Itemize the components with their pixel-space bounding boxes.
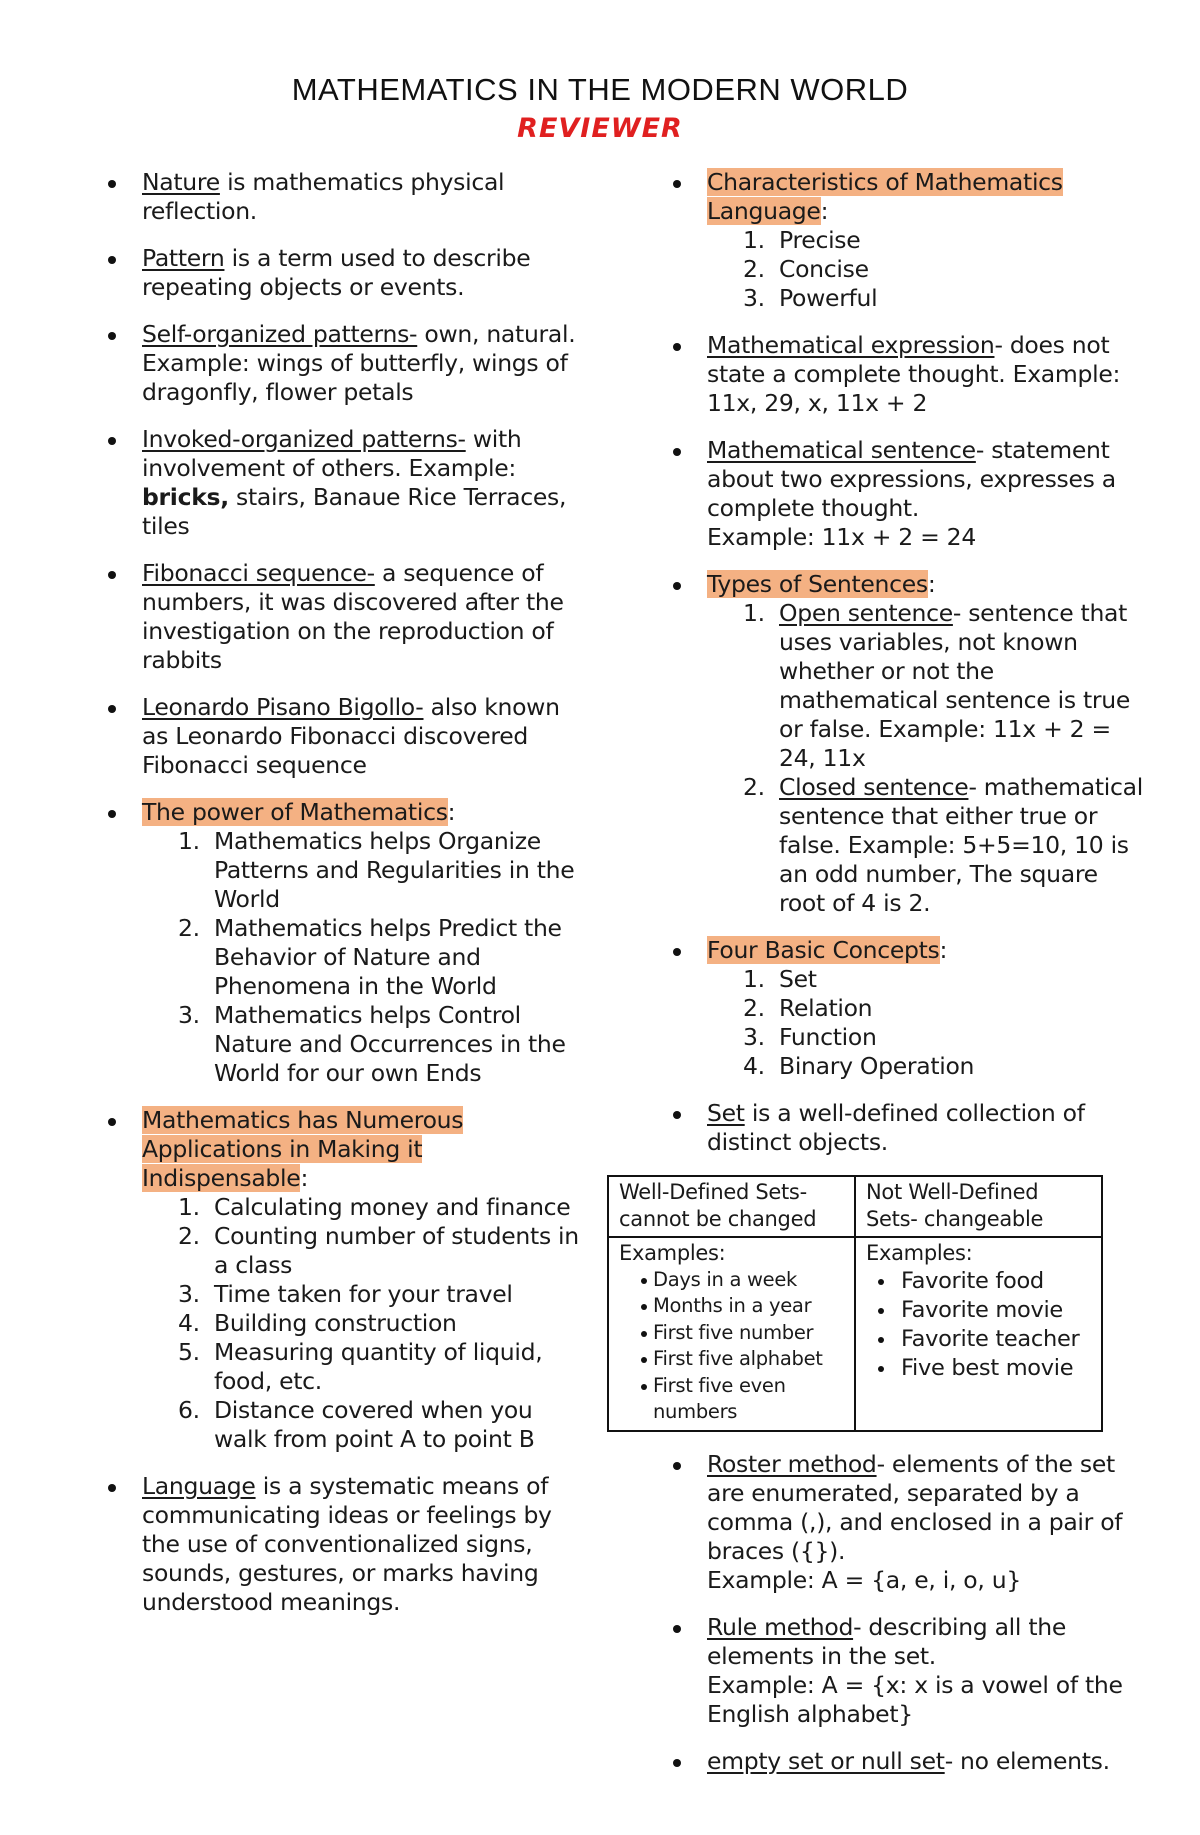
list-item [142, 1222, 580, 1280]
term: Open sentence [779, 599, 953, 627]
definition: - does not state a complete thought. Example: 11x, 29, x, 11x + 2 [707, 331, 1121, 417]
list-item: First five number [619, 1320, 844, 1347]
colon: : [820, 197, 829, 225]
definition: own, natural. Example: wings of butterfly, wings of dragonfly, flower petals [142, 320, 576, 406]
item-number: 4. [178, 1309, 200, 1337]
list-item [142, 827, 580, 914]
list-item [707, 965, 1145, 994]
list-item [707, 994, 1145, 1023]
item-text: Mathematics helps Predict the Behavior of Nature and Phenomena in the World [214, 914, 562, 1000]
colon: : [939, 936, 948, 964]
numbered-list [707, 965, 1145, 1081]
term: Closed sentence [779, 773, 969, 801]
example: Example: A = {x: x is a vowel of the English alphabet} [707, 1670, 1123, 1728]
item-text: Mathematics helps Control Nature and Occurrences in the World for our own Ends [214, 1001, 566, 1087]
highlighted-heading: Characteristics of Mathematics Language [707, 168, 1063, 225]
examples-list [619, 1267, 844, 1426]
nature-item [100, 168, 580, 226]
item-text: Concise [779, 255, 869, 283]
expression-item [665, 331, 1145, 418]
types-of-sentences-item [665, 570, 1145, 918]
definition: is a systematic means of communicating ideas or feelings by the use of conventionalized signs, sounds, gestures, or marks having understood meanings. [142, 1472, 552, 1616]
list-item: Days in a week [619, 1267, 844, 1294]
highlighted-heading: Four Basic Concepts [707, 936, 940, 964]
item-number: 3. [743, 284, 765, 312]
item-number: 3. [178, 1280, 200, 1308]
item-number: 2. [743, 255, 765, 283]
item-text: Mathematics helps Organize Patterns and Regularities in the World [214, 827, 575, 913]
applications-item [100, 1106, 580, 1454]
examples-label: Examples: [619, 1241, 726, 1265]
definition: - no elements. [944, 1746, 1110, 1775]
term: Set [707, 1099, 745, 1127]
characteristics-item [665, 168, 1145, 313]
item-number: 2. [743, 994, 765, 1022]
item-number: 3. [178, 1001, 200, 1029]
item-text: Time taken for your travel [214, 1280, 513, 1308]
item-number: 1. [743, 599, 765, 627]
language-item [100, 1472, 580, 1617]
colon: : [927, 570, 936, 598]
term: Rule method [707, 1612, 854, 1641]
term: Fibonacci sequence- [142, 559, 375, 587]
item-text: Building construction [214, 1309, 457, 1337]
table-header-cell: Well-Defined Sets- cannot be changed [608, 1176, 855, 1237]
table-cell [608, 1237, 855, 1431]
invoked-organized-item [100, 425, 580, 541]
item-text: Powerful [779, 284, 878, 312]
numbered-list [142, 827, 580, 1088]
definition: is a well-defined collection of distinct objects. [707, 1099, 1085, 1156]
item-text: Binary Operation [779, 1052, 975, 1080]
definition: also known as Leonardo Fibonacci discovered Fibonacci sequence [142, 693, 560, 779]
item-number: 1. [743, 226, 765, 254]
list-item: Favorite teacher [866, 1325, 1091, 1354]
item-text: Function [779, 1023, 877, 1051]
item-text: Counting number of students in a class [214, 1222, 579, 1279]
roster-method-item [665, 1450, 1145, 1595]
definition-tail: stairs, Banaue Rice Terraces, tiles [142, 483, 567, 540]
examples-list [866, 1267, 1091, 1383]
highlighted-heading: Mathematics has Numerous Applications in Making it Indispensable [142, 1106, 464, 1192]
bold-text: bricks, [142, 483, 229, 511]
list-item [707, 1023, 1145, 1052]
definition: - statement about two expressions, expresses a complete thought. [707, 436, 1116, 522]
list-item [142, 1280, 580, 1309]
item-text: Calculating money and finance [214, 1193, 571, 1221]
list-item [142, 1396, 580, 1454]
table-header-cell: Not Well-Defined Sets- changeable [855, 1176, 1102, 1237]
item-number: 4. [743, 1052, 765, 1080]
item-text: Distance covered when you walk from point A to point B [214, 1396, 535, 1453]
rule-method-item [665, 1613, 1145, 1729]
example: Example: A = {a, e, i, o, u} [707, 1565, 1021, 1594]
item-number: 1. [178, 827, 200, 855]
item-number: 2. [178, 1222, 200, 1250]
term: Language [142, 1472, 256, 1500]
item-text: Precise [779, 226, 861, 254]
colon: : [300, 1164, 309, 1192]
list-item: Months in a year [619, 1293, 844, 1320]
right-column [619, 168, 1145, 1794]
left-column [100, 168, 580, 1635]
definition: with involvement of others. Example: [142, 425, 522, 482]
colon: : [447, 798, 456, 826]
item-number: 2. [743, 773, 765, 801]
list-item: First five even numbers [619, 1373, 844, 1426]
item-text: - sentence that uses variables, not known whether or not the mathematical sentence is true or false. Example: 11x + 2 = 24, 11x [779, 599, 1130, 772]
basic-concepts-item [665, 936, 1145, 1081]
term: Roster method [707, 1449, 877, 1478]
list-item [707, 284, 1145, 313]
numbered-list [707, 599, 1145, 918]
table-row [608, 1176, 1102, 1237]
list-item [707, 1052, 1145, 1081]
page-title: MATHEMATICS IN THE MODERN WORLD [291, 72, 909, 107]
item-number: 5. [178, 1338, 200, 1366]
definition: a sequence of numbers, it was discovered after the investigation on the reproduction of rabbits [142, 559, 564, 674]
examples-label: Examples: [866, 1241, 973, 1265]
sets-comparison-table [607, 1175, 1103, 1432]
definition: is a term used to describe repeating objects or events. [142, 244, 531, 301]
pattern-item [100, 244, 580, 302]
leonardo-item [100, 693, 580, 780]
list-item [142, 1338, 580, 1396]
numbered-list [707, 226, 1145, 313]
empty-set-item [665, 1747, 1145, 1776]
term: Leonardo Pisano Bigollo- [142, 693, 424, 721]
item-text: Relation [779, 994, 873, 1022]
list-item [707, 599, 1145, 773]
term: Mathematical expression [707, 331, 995, 359]
definition: is mathematics physical reflection. [142, 168, 505, 225]
list-item: Five best movie [866, 1354, 1091, 1383]
item-number: 6. [178, 1396, 200, 1424]
item-text: Measuring quantity of liquid, food, etc. [214, 1338, 543, 1395]
list-item: Favorite movie [866, 1296, 1091, 1325]
term: Mathematical sentence [707, 436, 976, 464]
fibonacci-item [100, 559, 580, 675]
term: Self-organized patterns- [142, 320, 418, 348]
item-number: 2. [178, 914, 200, 942]
sentence-item [665, 436, 1145, 552]
item-number: 1. [743, 965, 765, 993]
term: Nature [142, 168, 220, 196]
term: Invoked-organized patterns- [142, 425, 466, 453]
table-cell [855, 1237, 1102, 1431]
item-number: 1. [178, 1193, 200, 1221]
list-item [707, 255, 1145, 284]
list-item: First five alphabet [619, 1346, 844, 1373]
list-item [142, 1309, 580, 1338]
page-subtitle: REVIEWER [517, 113, 683, 144]
highlighted-heading: Types of Sentences [707, 570, 928, 598]
item-number: 3. [743, 1023, 765, 1051]
list-item [142, 1193, 580, 1222]
definition: - describing all the elements in the set. [707, 1612, 1066, 1670]
list-item [142, 914, 580, 1001]
highlighted-heading: The power of Mathematics [142, 798, 448, 826]
self-organized-item [100, 320, 580, 407]
list-item [707, 226, 1145, 255]
item-text: Set [779, 965, 817, 993]
example: Example: 11x + 2 = 24 [707, 523, 976, 551]
table-row [608, 1237, 1102, 1431]
definition: - elements of the set are enumerated, separated by a comma (,), and enclosed in a pair of braces ({}). [707, 1449, 1123, 1565]
list-item [707, 773, 1145, 918]
term: empty set or null set [707, 1746, 945, 1775]
list-item: Favorite food [866, 1267, 1091, 1296]
set-item [665, 1099, 1145, 1157]
numbered-list [142, 1193, 580, 1454]
item-text: - mathematical sentence that either true or false. Example: 5+5=10, 10 is an odd number, The square root of 4 is 2. [779, 773, 1143, 917]
term: Pattern [142, 244, 225, 272]
list-item [142, 1001, 580, 1088]
power-of-mathematics-item [100, 798, 580, 1088]
